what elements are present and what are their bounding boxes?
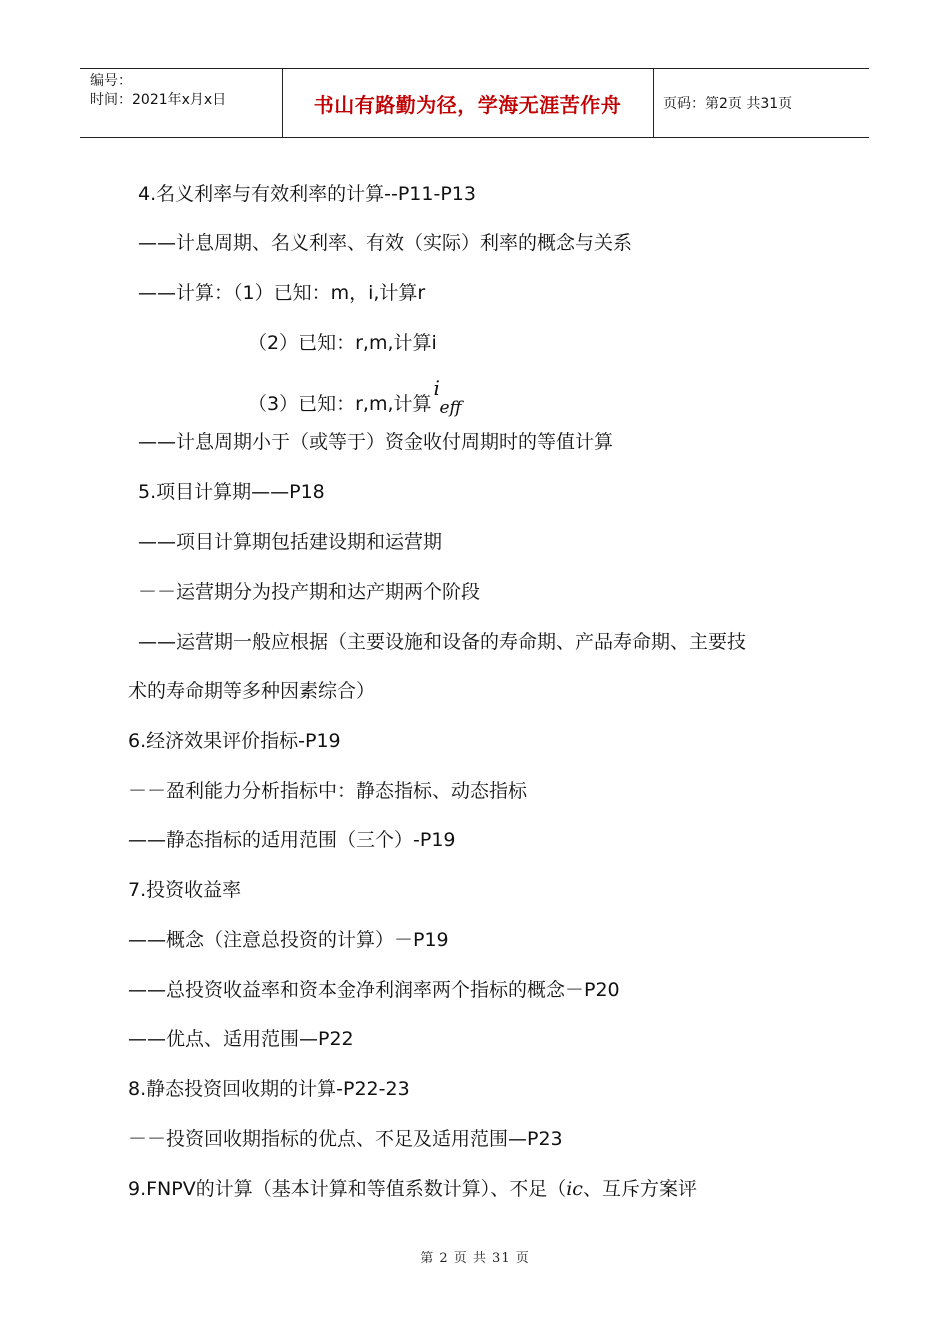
number-label: 编号： [90,73,132,89]
header-divider [653,69,654,137]
i-symbol: i [433,376,440,400]
text-span: （3）已知：r,m,计算 [248,393,432,415]
text-line: ——计息周期、名义利率、有效（实际）利率的概念与关系 [138,232,633,254]
text-line: ——运营期一般应根据（主要设施和设备的寿命期、产品寿命期、主要技 [138,631,747,653]
text-line: 术的寿命期等多种因素综合） [128,680,376,702]
text-span: 9.FNPV的计算（基本计算和等值系数计算）、不足（ [128,1178,567,1200]
ic-symbol: ic [566,1178,583,1200]
time-label: 时间：2021年x月x日 [90,92,227,108]
text-line: 6.经济效果评价指标-P19 [128,730,341,752]
header-page-info: 页码：第2页 共31页 [663,96,793,112]
text-line: 7.投资收益率 [128,879,242,901]
text-line: －－投资回收期指标的优点、不足及适用范围—P23 [128,1128,563,1150]
text-line: ——计算：（1）已知：m，i,计算r [138,282,426,304]
header-motto: 书山有路勤为径，学海无涯苦作舟 [313,93,622,117]
text-line: 5.项目计算期——P18 [138,481,325,503]
text-line: ——总投资收益率和资本金净利润率两个指标的概念－P20 [128,979,620,1001]
text-line: ——静态指标的适用范围（三个）-P19 [128,829,456,851]
eff-subscript: eff [439,398,462,418]
text-line: －－盈利能力分析指标中：静态指标、动态指标 [128,780,528,802]
text-line: ——计息周期小于（或等于）资金收付周期时的等值计算 [138,431,614,453]
text-line: 8.静态投资回收期的计算-P22-23 [128,1078,410,1100]
text-line: －－运营期分为投产期和达产期两个阶段 [138,581,481,603]
text-line: ——优点、适用范围—P22 [128,1028,354,1050]
text-line: ——概念（注意总投资的计算）－P19 [128,929,449,951]
text-line: ——项目计算期包括建设期和运营期 [138,531,443,553]
header-meta [90,72,226,110]
page-footer: 第 2 页 共 31 页 [420,1251,530,1266]
text-line [128,1177,697,1201]
page-header [80,68,869,138]
text-line: （2）已知：r,m,计算i [248,332,437,354]
text-line: 4.名义利率与有效利率的计算--P11-P13 [138,183,476,205]
text-span: 、互斥方案评 [582,1178,697,1200]
i-eff-symbol [432,376,462,418]
text-line [248,376,462,418]
